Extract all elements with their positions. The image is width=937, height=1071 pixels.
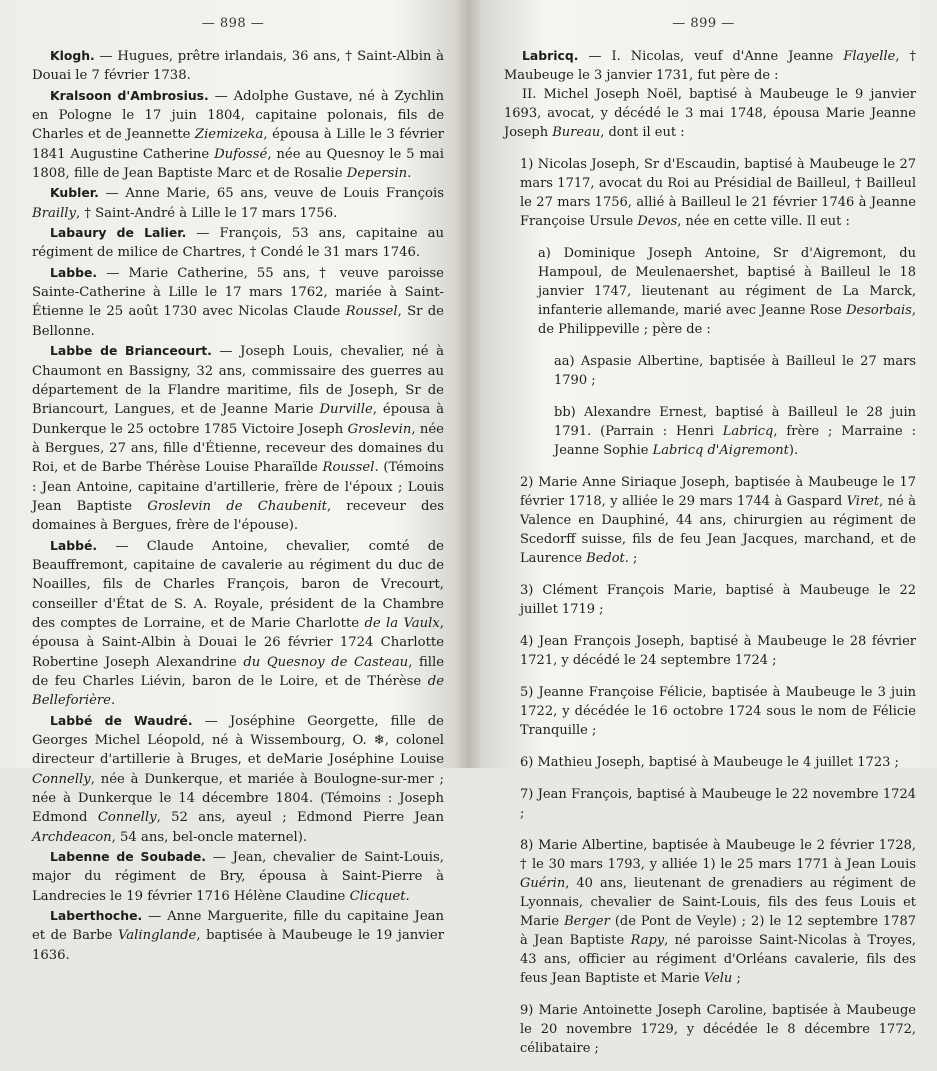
italic-name: Durville — [319, 402, 373, 418]
italic-name: Bedot — [586, 551, 625, 566]
entry-text: , 40 ans, lieutenant de grenadiers au régiment de Lyonnais, chevalier de Saint-Louis, fils des feus Louis et Marie — [520, 876, 916, 929]
entry-text: — Anne Marie, 65 ans, veuve de Louis François — [98, 186, 444, 202]
entry-text: , épousa à Dunkerque le 25 octobre 1785 Victoire Joseph — [32, 402, 445, 437]
entry-text: 3) Clément François Marie, baptisé à Maubeuge le 22 juillet 1719 ; — [520, 583, 916, 617]
italic-name: Rapy — [630, 933, 665, 948]
entry-text: bb) Alexandre Ernest, baptisé à Bailleul le 28 juin 1791. (Parrain : Henri — [554, 405, 916, 439]
italic-name: Roussel — [322, 460, 375, 476]
entry-heading: Klogh. — [50, 48, 95, 63]
register-entry — [504, 1001, 916, 1058]
entry-text: ). — [788, 443, 799, 458]
entry-text: , née à Dunkerque, et mariée à Boulogne-sur-mer ; née à Dunkerque le 14 décembre 1804. (Témoins : Joseph Edmond — [32, 771, 444, 826]
italic-name: Groslevin — [347, 421, 412, 437]
page-number-left: — 898 — — [201, 16, 265, 31]
entry-text: 6) Mathieu Joseph, baptisé à Maubeuge le 4 juillet 1723 ; — [520, 755, 899, 770]
entry-text: 7) Jean François, baptisé à Maubeuge le 22 novembre 1724 ; — [520, 787, 916, 821]
entry-text: , 54 ans, bel-oncle maternel). — [111, 829, 308, 845]
register-entry — [32, 263, 444, 341]
entry-text: 9) Marie Antoinette Joseph Caroline, baptisée à Maubeuge le 20 novembre 1729, y décédée le 8 décembre 1772, célibataire ; — [520, 1003, 916, 1056]
entry-text: — Jean, chevalier de Saint-Louis, major du régiment de Bry, épousa à Saint-Pierre à Landrecies le 19 février 1716 Hélène Claudine — [32, 850, 444, 904]
right-column — [504, 46, 916, 1071]
entry-heading: Labbé de Waudré. — [50, 712, 193, 728]
entry-text: — Marie Catherine, 55 ans, † veuve paroisse Sainte-Catherine à Lille le 17 mars 1762, mariée à Saint-Étienne le 25 août 1730 avec Nicolas Claude — [32, 265, 444, 320]
italic-name: Bureau — [552, 125, 601, 140]
entry-heading: Labbe de Brianceourt. — [50, 343, 212, 359]
italic-name: Flayelle — [843, 49, 896, 64]
entry-heading: Laberthoche. — [50, 908, 143, 924]
register-entry — [504, 85, 916, 142]
italic-name: Viret — [846, 494, 880, 509]
italic-name: de la Vaulx — [364, 615, 440, 631]
entry-text: — Joseph Louis, chevalier, né à Chaumont en Bassigny, 32 ans, commissaire des guerres au département de la Flandre maritime, fils de Joseph, Sr de Briancourt, Langues, et de Jeanne Marie — [32, 344, 444, 418]
entry-text: , née en cette ville. Il eut : — [677, 214, 850, 229]
italic-name: Dufossé — [214, 146, 268, 162]
italic-name: Clicquet — [349, 888, 406, 904]
italic-name: Labricq — [722, 424, 774, 439]
italic-name: Ziemizeka — [194, 127, 264, 143]
register-entry — [32, 341, 444, 535]
entry-heading: Kralsoon d'Ambrosius. — [50, 87, 209, 103]
register-entry — [504, 155, 916, 231]
italic-name: Depersin — [346, 166, 408, 182]
italic-name: Archdeacon — [32, 829, 112, 845]
italic-name: Groslevin de Chaubenit — [147, 498, 327, 514]
entry-text: . ; — [624, 551, 638, 566]
right-page — [470, 0, 937, 1056]
register-entry — [504, 581, 916, 619]
italic-name: Labricq d'Aigremont — [652, 443, 789, 458]
entry-text: — François, 53 ans, capitaine au régiment de milice de Chartres, † Condé le 31 mars 1746. — [32, 226, 444, 261]
register-entry — [32, 86, 444, 184]
left-page — [0, 0, 466, 963]
entry-text: , épousa à Lille le 3 février 1841 Augustine Catherine — [32, 127, 444, 162]
entry-text: . — [407, 166, 412, 182]
entry-text: , dont il eut : — [600, 125, 685, 140]
register-entry — [504, 683, 916, 740]
register-entry — [504, 352, 916, 390]
entry-text: , de Philippeville ; père de : — [538, 303, 916, 337]
entry-text: , baptisée à Maubeuge le 19 janvier 1636. — [32, 928, 445, 963]
entry-heading: Labbe. — [50, 264, 98, 280]
entry-text: II. Michel Joseph Noël, baptisé à Maubeuge le 9 janvier 1693, avocat, y décédé le 3 mai 1748, épousa Marie Jeanne Joseph — [504, 87, 916, 140]
italic-name: de Belleforière — [32, 674, 444, 709]
entry-text: , épousa à Saint-Albin à Douai le 26 février 1724 Charlotte Robertine Joseph Alexandrine — [32, 615, 444, 670]
entry-text: — Hugues, prêtre irlandais, 36 ans, † Saint-Albin à Douai le 7 février 1738. — [32, 49, 444, 84]
italic-name: Guérin — [520, 876, 566, 891]
page-number-right: — 899 — — [672, 16, 735, 31]
italic-name: Brailly — [32, 205, 76, 221]
italic-name: du Quesnoy de Casteau — [243, 654, 409, 670]
entry-text: , Sr de Bellonne. — [32, 304, 444, 339]
entry-text: — Anne Marguerite, fille du capitaine Jean et de Barbe — [32, 909, 444, 944]
entry-text: a) Dominique Joseph Antoine, Sr d'Aigremont, du Hampoul, de Meulenaershet, baptisé à Bailleul le 18 janvier 1747, lieutenant au régiment de La Marck, infanterie allemande, marié avec Jeanne Rose — [538, 246, 916, 318]
entry-text: 2) Marie Anne Siriaque Joseph, baptisée à Maubeuge le 17 février 1718, y alliée le 29 mars 1744 à Gaspard — [520, 475, 916, 509]
left-column — [32, 46, 444, 965]
entry-text: . — [405, 888, 410, 904]
entry-text: — I. Nicolas, veuf d'Anne Jeanne — [578, 49, 844, 64]
italic-name: Desorbais — [846, 303, 912, 318]
italic-name: Roussel — [345, 304, 398, 320]
entry-text: aa) Aspasie Albertine, baptisée à Bailleul le 27 mars 1790 ; — [554, 354, 916, 388]
entry-text: — Joséphine Georgette, fille de Georges Michel Léopold, né à Wissembourg, O. ❄, colonel directeur d'artillerie à Bruges, et deMarie Joséphine Louise — [32, 713, 444, 768]
register-entry — [504, 46, 916, 85]
entry-text: , née à Bergues, 27 ans, fille d'Étienne, receveur des domaines du Roi, et de Barbe Thérèse Louise Pharaïlde — [32, 421, 444, 476]
entry-heading: Labricq. — [522, 48, 579, 63]
register-entry — [32, 847, 444, 906]
entry-text: 4) Jean François Joseph, baptisé à Maubeuge le 28 février 1721, y décédé le 24 septembre 1724 ; — [520, 634, 916, 668]
register-entry — [32, 183, 444, 223]
entry-text: , † Saint-André à Lille le 17 mars 1756. — [75, 205, 338, 221]
entry-text: . — [111, 693, 116, 709]
entry-text: — Adolphe Gustave, né à Zychlin en Pologne le 17 juin 1804, capitaine polonais, fils de Charles et de Jeannette — [32, 88, 444, 143]
entry-heading: Labbé. — [50, 537, 98, 553]
entry-text: , née au Quesnoy le 5 mai 1808, fille de Jean Baptiste Marc et de Rosalie — [32, 146, 444, 182]
register-entry — [504, 753, 916, 772]
register-entry — [504, 403, 916, 460]
entry-text: ; — [732, 971, 741, 986]
register-entry — [504, 473, 916, 568]
italic-name: Valinglande — [118, 928, 197, 944]
entry-heading: Labenne de Soubade. — [50, 849, 207, 865]
entry-text: 1) Nicolas Joseph, Sr d'Escaudin, baptisé à Maubeuge le 27 mars 1717, avocat du Roi au Présidial de Bailleul, † Bailleul le 27 mars 1756, allié à Bailleul le 21 février 1746 à Jeanne Françoise Ursule — [520, 157, 916, 229]
entry-heading: Kubler. — [50, 185, 99, 201]
entry-text: . (Témoins : Jean Antoine, capitaine d'artillerie, frère de l'époux ; Louis Jean Baptiste — [32, 460, 444, 514]
entry-text: 8) Marie Albertine, baptisée à Maubeuge le 2 février 1728, † le 30 mars 1793, y alliée 1) le 25 mars 1771 à Jean Louis — [520, 838, 916, 872]
entry-text: , 52 ans, ayeul ; Edmond Pierre Jean — [156, 810, 445, 826]
italic-name: Berger — [564, 914, 610, 929]
entry-text: (de Pont de Veyle) ; 2) le 12 septembre 1787 à Jean Baptiste — [520, 914, 916, 948]
register-entry — [32, 223, 444, 263]
register-entry — [32, 536, 444, 711]
italic-name: Connelly — [97, 810, 157, 826]
entry-heading: Labaury de Lalier. — [50, 225, 187, 241]
register-entry — [504, 836, 916, 988]
register-entry — [32, 711, 444, 847]
register-entry — [504, 785, 916, 823]
entry-text: , né à Valence en Dauphiné, 44 ans, chirurgien au régiment de Scedorff suisse, fils de feu Jean Jacques, marchand, et de Laurence — [520, 494, 916, 566]
italic-name: Velu — [703, 971, 733, 986]
entry-text: , né paroisse Saint-Nicolas à Troyes, 43 ans, officier au régiment d'Orléans cavalerie, fils des feus Jean Baptiste et Marie — [520, 933, 916, 986]
entry-text: — Claude Antoine, chevalier, comté de Beauffremont, capitaine de cavalerie au régiment du duc de Noailles, fils de Charles François, baron de Vrecourt, conseiller d'État de S. A. Royale, président de la Chambre des comptes de Lorraine, et de Marie Charlotte — [32, 538, 444, 631]
entry-text: , † Maubeuge le 3 janvier 1731, fut père de : — [504, 49, 916, 83]
entry-text: , frère ; Marraine : Jeanne Sophie — [554, 424, 916, 458]
entry-text: 5) Jeanne Françoise Félicie, baptisée à Maubeuge le 3 juin 1722, y décédée le 16 octobre 1724 sous le nom de Félicie Tranquille ; — [520, 685, 916, 738]
register-entry — [504, 632, 916, 670]
register-entry — [32, 906, 444, 965]
register-entry — [504, 244, 916, 339]
italic-name: Devos — [637, 214, 678, 229]
entry-text: , fille de feu Charles Liévin, baron de le Loire, et de Thérèse — [32, 654, 444, 689]
entry-text: , receveur des domaines à Bergues, frère de l'épouse). — [32, 498, 444, 534]
italic-name: Connelly — [32, 771, 91, 787]
register-entry — [32, 46, 444, 86]
